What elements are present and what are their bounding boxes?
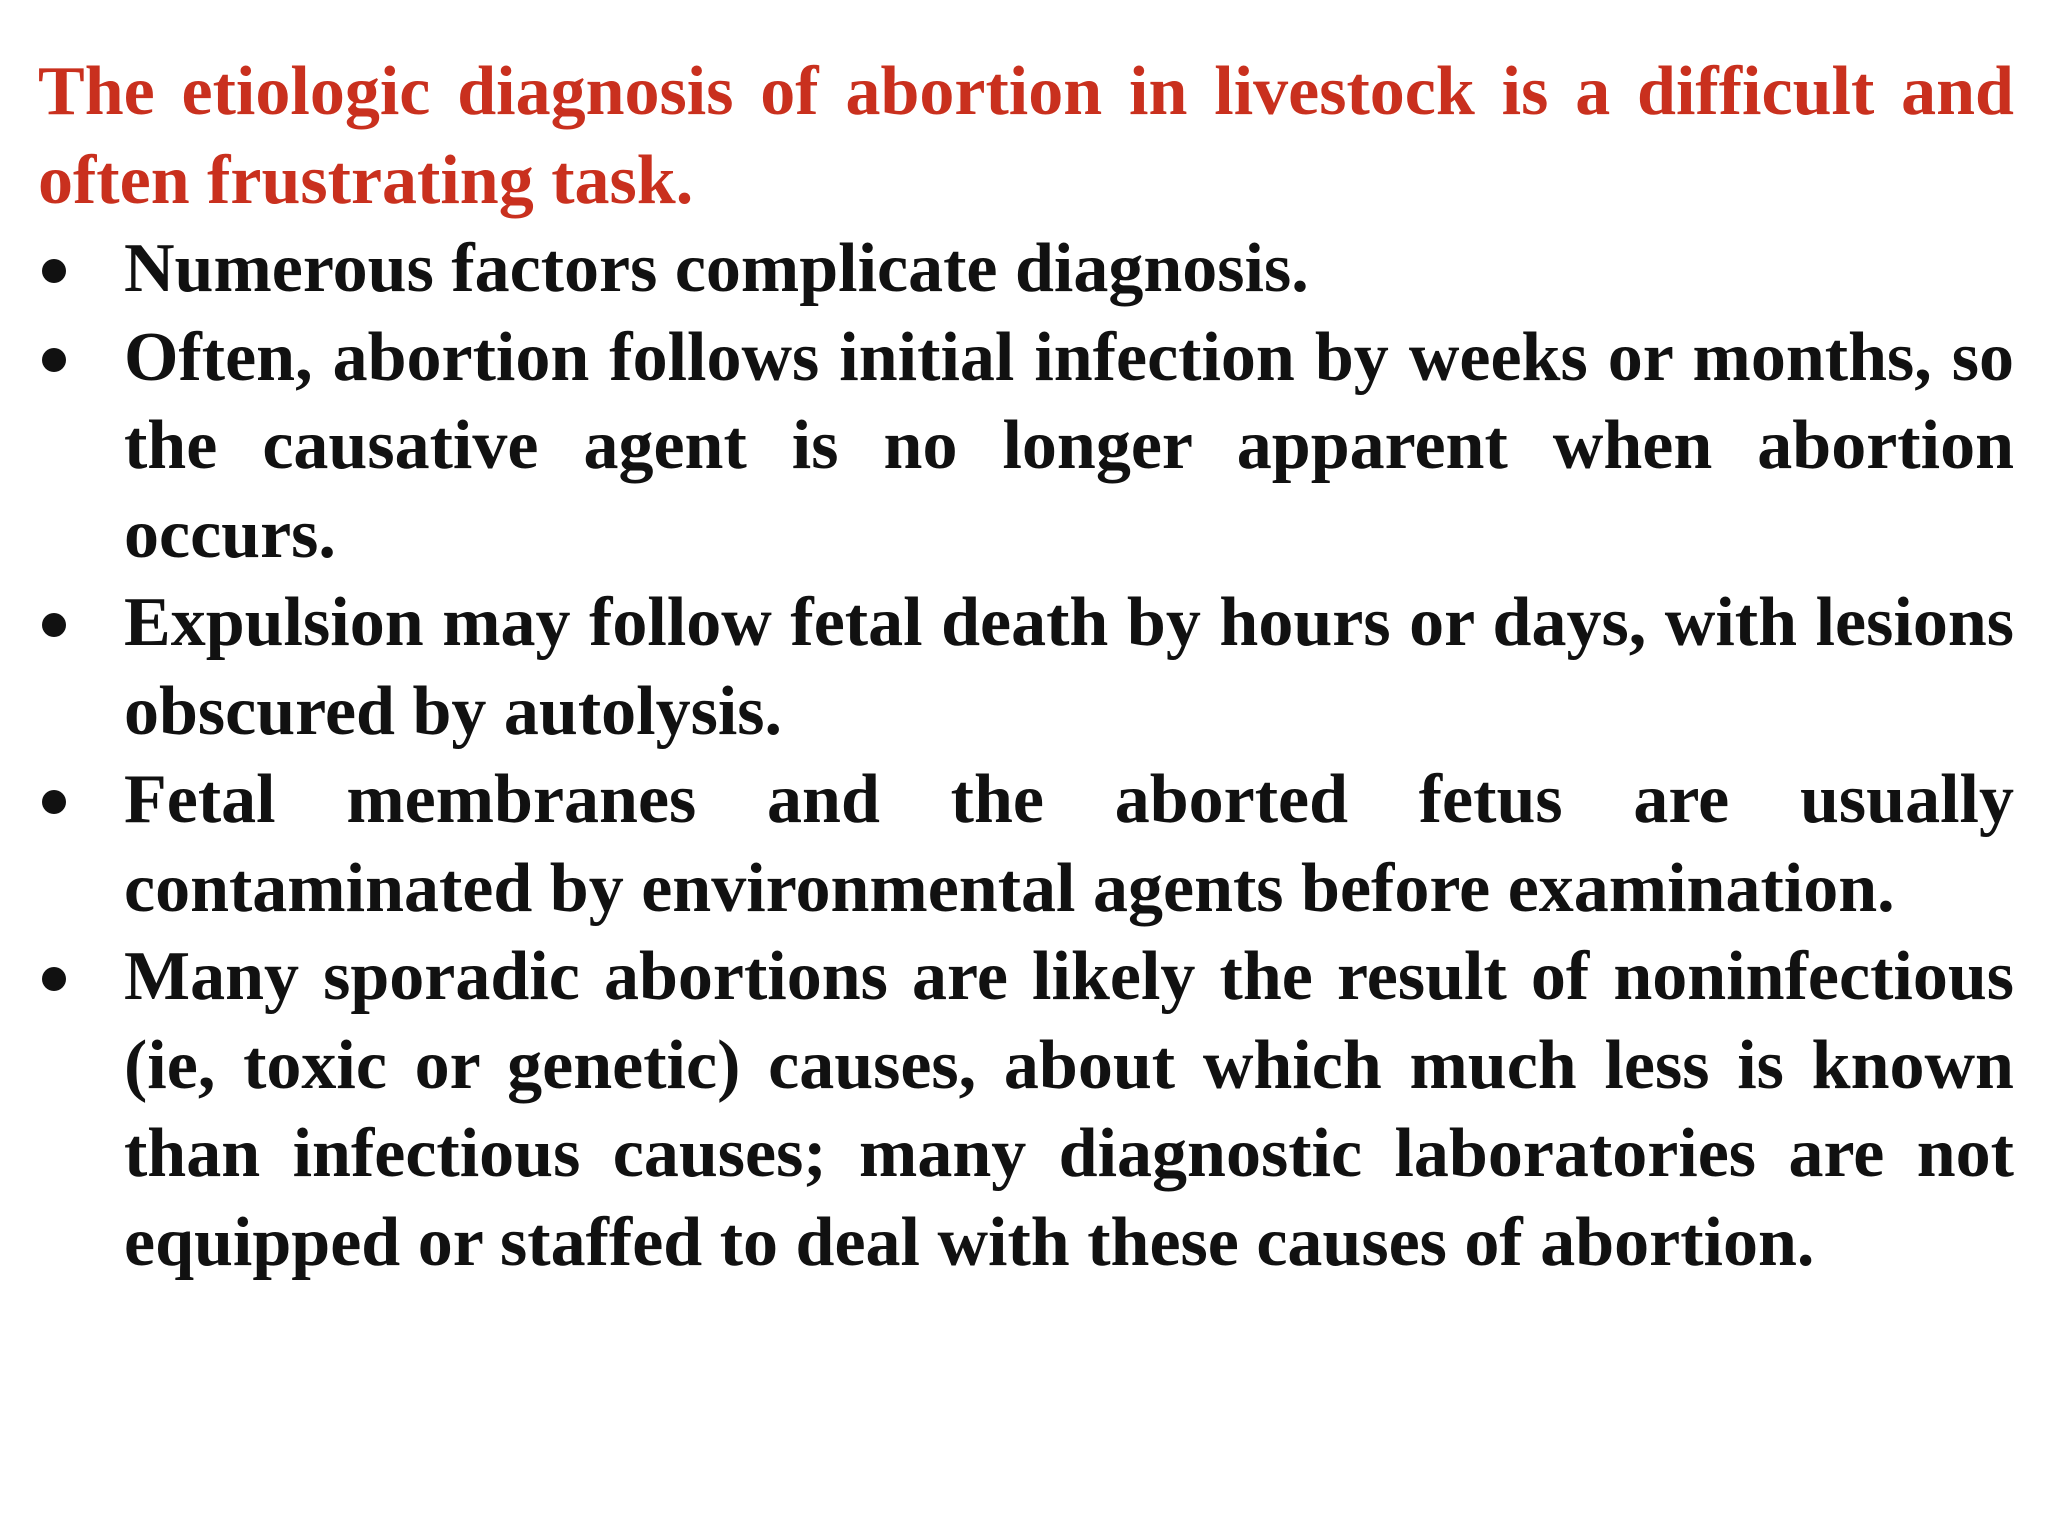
bullet-item-1 [38, 225, 2014, 314]
bullet-text: Fetal membranes and the aborted fetus are usually contaminated by environmental agents before examination. [124, 761, 2014, 927]
bullet-icon [42, 790, 66, 814]
bullet-text: Often, abortion follows initial infection by weeks or months, so the causative agent is no longer apparent when abortion occurs. [124, 318, 2014, 573]
bullet-item-2 [38, 314, 2014, 580]
bullet-text: Many sporadic abortions are likely the result of noninfectious (ie, toxic or genetic) causes, about which much less is known than infectious causes; many diagnostic laboratories are not equipped or staffed to deal with these causes of abortion. [124, 938, 2014, 1281]
bullet-icon [42, 259, 66, 283]
slide-headline: The etiologic diagnosis of abortion in livestock is a difficult and often frustrating task. [38, 53, 2014, 219]
slide-content [38, 48, 2014, 1287]
bullet-icon [42, 348, 66, 372]
bullet-list [38, 225, 2014, 1287]
bullet-icon [42, 613, 66, 637]
bullet-item-5 [38, 933, 2014, 1287]
bullet-text: Expulsion may follow fetal death by hours or days, with lesions obscured by autolysis. [124, 584, 2014, 750]
bullet-icon [42, 967, 66, 991]
bullet-item-3 [38, 579, 2014, 756]
bullet-text: Numerous factors complicate diagnosis. [124, 230, 1309, 307]
bullet-item-4 [38, 756, 2014, 933]
